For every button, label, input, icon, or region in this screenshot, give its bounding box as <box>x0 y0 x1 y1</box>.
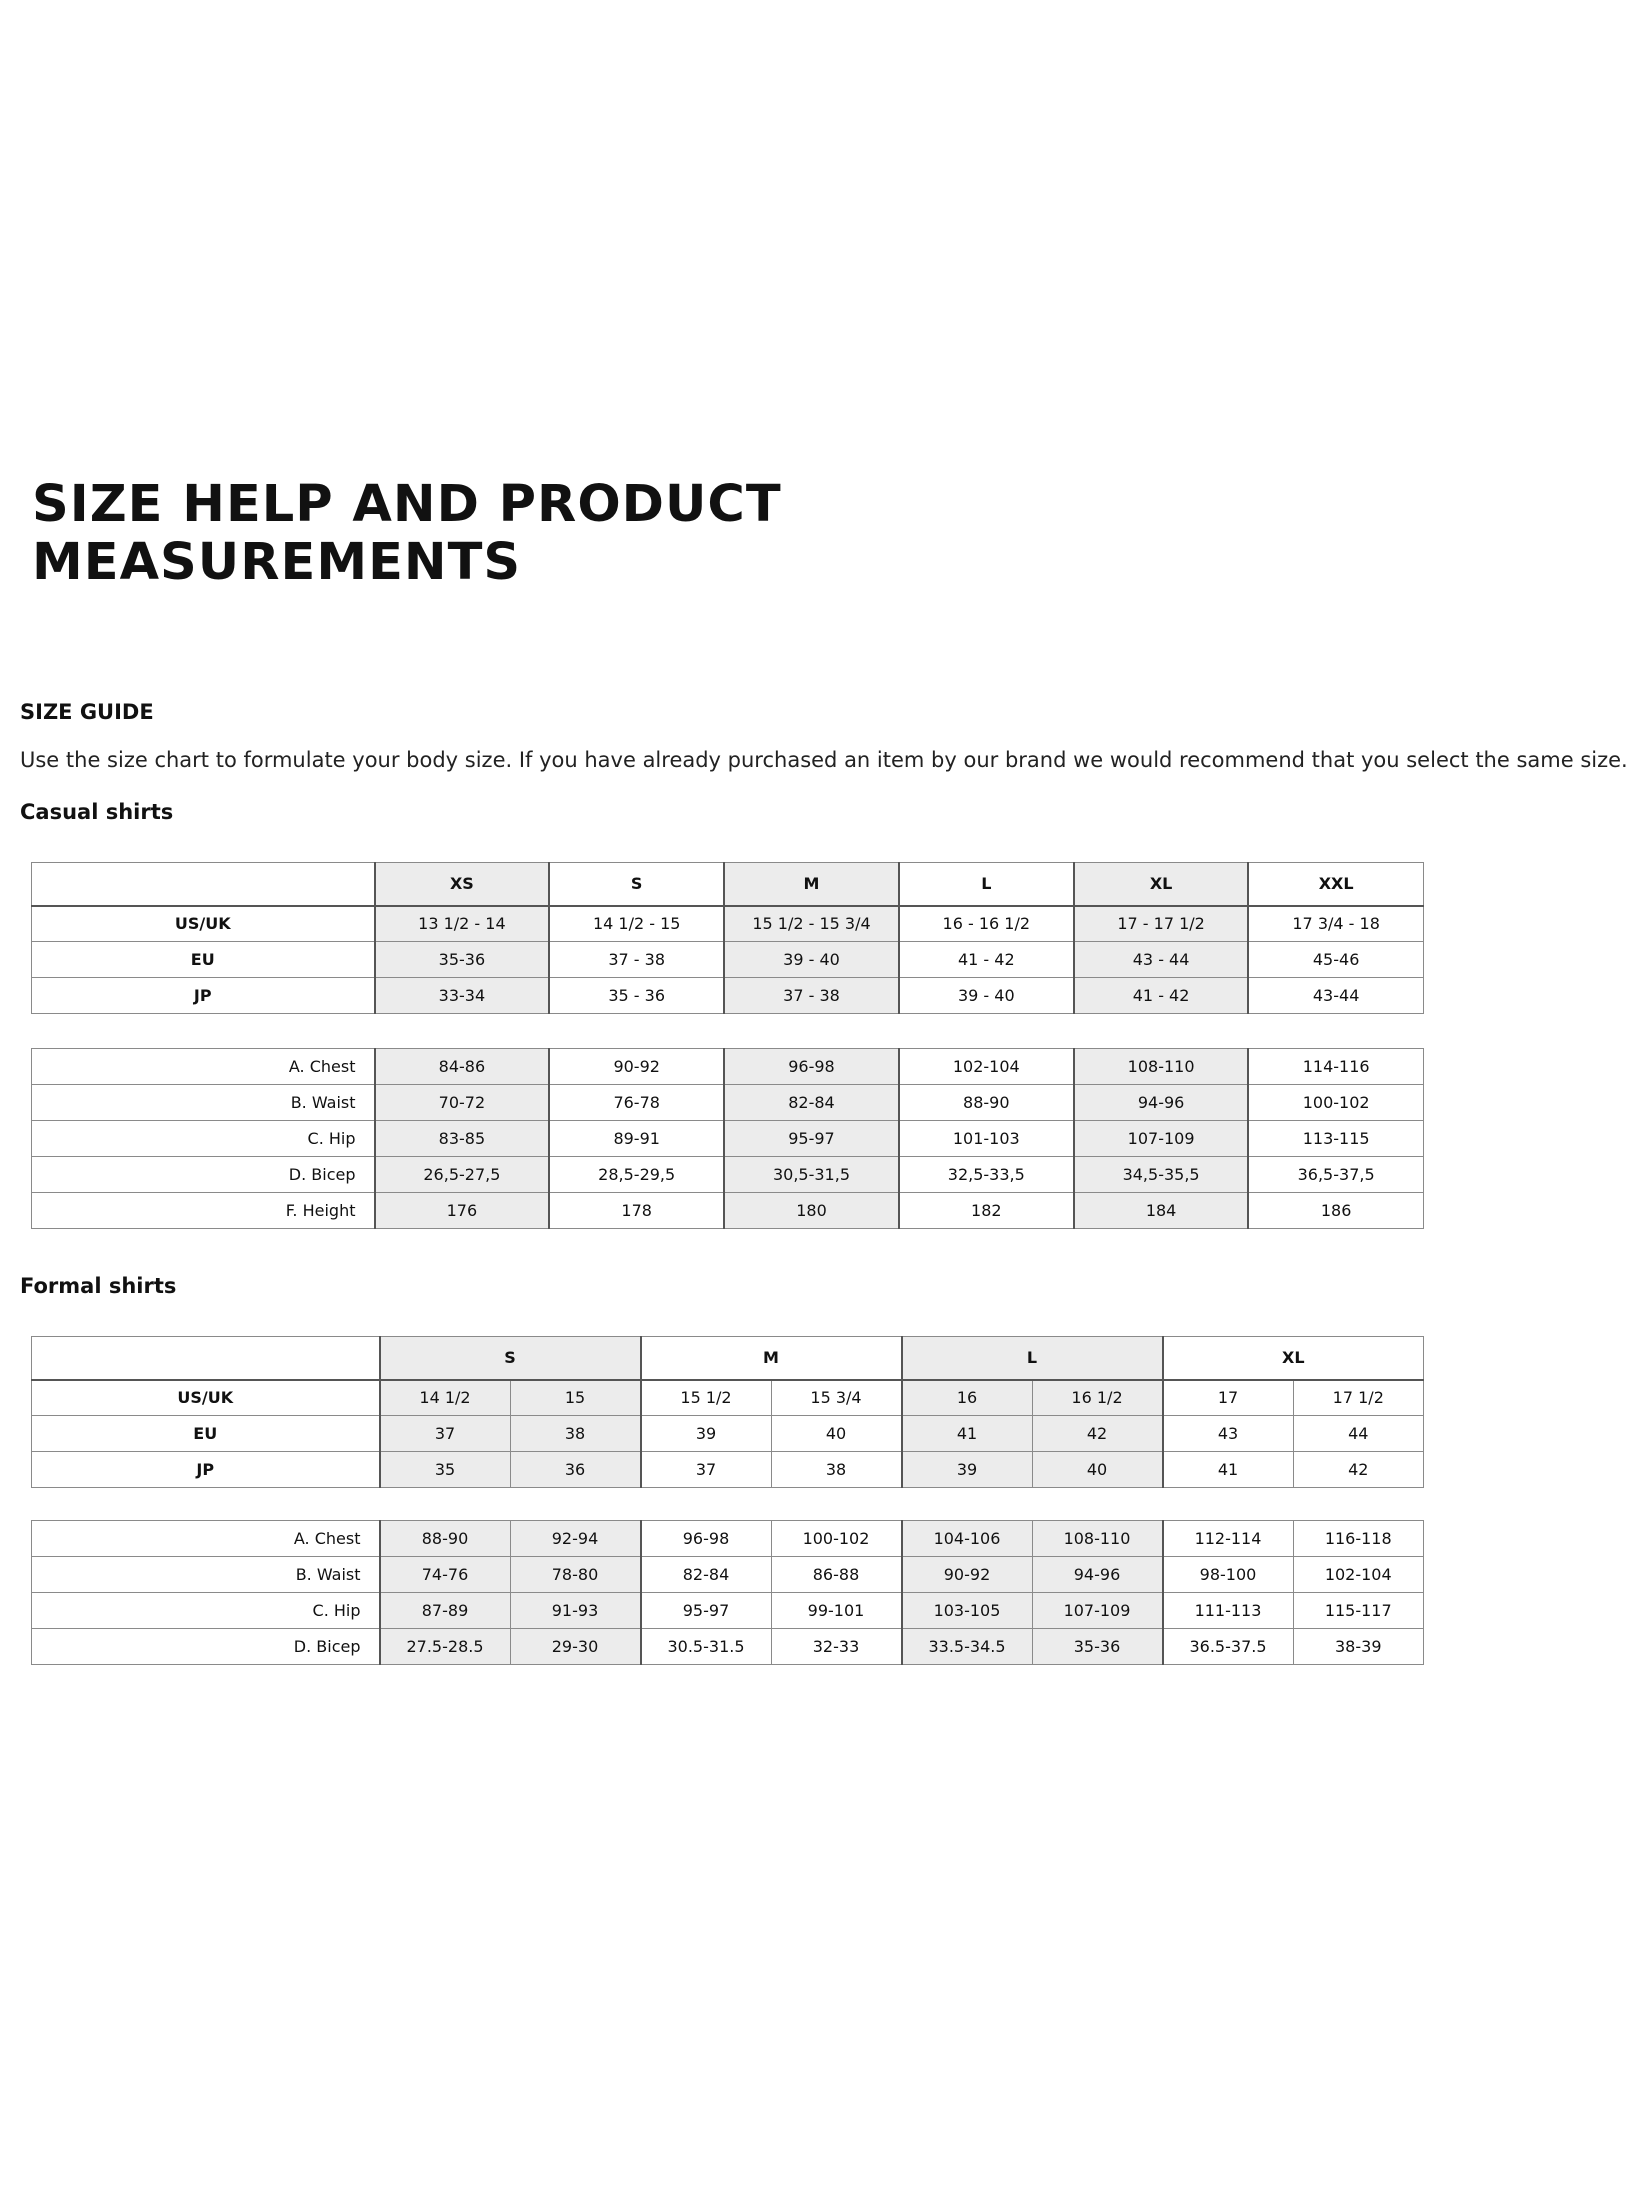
table-cell: 83-85 <box>375 1121 550 1157</box>
table-cell: 38-39 <box>1293 1629 1424 1665</box>
intro-text: Use the size chart to formulate your body size. If you have already purchased an item by our brand we would recommend that you select the same size. <box>20 748 1628 772</box>
row-label: A. Chest <box>32 1049 375 1085</box>
table-cell: 16 1/2 <box>1032 1380 1163 1416</box>
table-row <box>32 906 1424 942</box>
table-row <box>32 1629 1424 1665</box>
formal-measurement-table <box>31 1520 1424 1665</box>
table-cell: 40 <box>1032 1452 1163 1488</box>
table-cell: 28,5-29,5 <box>549 1157 724 1193</box>
table-cell: 15 1/2 - 15 3/4 <box>724 906 899 942</box>
table-row <box>32 1452 1424 1488</box>
page-title-line-2: MEASUREMENTS <box>32 533 522 592</box>
table-cell: 89-91 <box>549 1121 724 1157</box>
table-cell: 95-97 <box>724 1121 899 1157</box>
table-cell: 184 <box>1074 1193 1249 1229</box>
table-cell: 111-113 <box>1163 1593 1294 1629</box>
table-row <box>32 978 1424 1014</box>
row-label: A. Chest <box>32 1521 380 1557</box>
table-cell: 35 - 36 <box>549 978 724 1014</box>
row-label: US/UK <box>32 1380 380 1416</box>
table-cell: 13 1/2 - 14 <box>375 906 550 942</box>
table-cell: 37 <box>641 1452 772 1488</box>
table-cell: 29-30 <box>510 1629 641 1665</box>
table-cell: 41 <box>1163 1452 1294 1488</box>
table-cell: 82-84 <box>724 1085 899 1121</box>
row-label: D. Bicep <box>32 1157 375 1193</box>
table-cell: 35-36 <box>1032 1629 1163 1665</box>
table-cell: 37 - 38 <box>724 978 899 1014</box>
table-row <box>32 1521 1424 1557</box>
table-cell: 41 <box>902 1416 1033 1452</box>
table-cell: 90-92 <box>549 1049 724 1085</box>
table-cell: 114-116 <box>1248 1049 1423 1085</box>
size-header: XS <box>375 863 550 906</box>
table-cell: 39 <box>641 1416 772 1452</box>
table-cell: 116-118 <box>1293 1521 1424 1557</box>
table-row <box>32 1193 1424 1229</box>
table-row <box>32 1416 1424 1452</box>
table-cell: 101-103 <box>899 1121 1074 1157</box>
table-cell: 41 - 42 <box>1074 978 1249 1014</box>
table-row <box>32 1593 1424 1629</box>
table-cell: 41 - 42 <box>899 942 1074 978</box>
table-cell: 84-86 <box>375 1049 550 1085</box>
table-cell: 36,5-37,5 <box>1248 1157 1423 1193</box>
table-cell: 43-44 <box>1248 978 1423 1014</box>
table-row <box>32 1121 1424 1157</box>
table-cell: 37 - 38 <box>549 942 724 978</box>
page-title <box>32 476 782 592</box>
table-cell: 32-33 <box>771 1629 902 1665</box>
table-cell: 180 <box>724 1193 899 1229</box>
row-label: C. Hip <box>32 1121 375 1157</box>
table-cell: 40 <box>771 1416 902 1452</box>
size-header: M <box>641 1337 902 1380</box>
empty-cell <box>32 1337 380 1380</box>
table-cell: 38 <box>510 1416 641 1452</box>
table-cell: 44 <box>1293 1416 1424 1452</box>
table-cell: 76-78 <box>549 1085 724 1121</box>
table-cell: 96-98 <box>724 1049 899 1085</box>
table-cell: 16 - 16 1/2 <box>899 906 1074 942</box>
table-cell: 182 <box>899 1193 1074 1229</box>
table-cell: 36.5-37.5 <box>1163 1629 1294 1665</box>
table-cell: 45-46 <box>1248 942 1423 978</box>
table-cell: 104-106 <box>902 1521 1033 1557</box>
table-cell: 91-93 <box>510 1593 641 1629</box>
table-cell: 103-105 <box>902 1593 1033 1629</box>
table-cell: 43 - 44 <box>1074 942 1249 978</box>
row-label: EU <box>32 942 375 978</box>
table-row <box>32 1380 1424 1416</box>
size-header: L <box>899 863 1074 906</box>
table-cell: 74-76 <box>380 1557 511 1593</box>
table-cell: 38 <box>771 1452 902 1488</box>
table-cell: 42 <box>1293 1452 1424 1488</box>
table-cell: 88-90 <box>380 1521 511 1557</box>
table-cell: 35 <box>380 1452 511 1488</box>
size-header: XL <box>1074 863 1249 906</box>
table-cell: 15 3/4 <box>771 1380 902 1416</box>
table-cell: 15 1/2 <box>641 1380 772 1416</box>
table-cell: 35-36 <box>375 942 550 978</box>
row-label: B. Waist <box>32 1557 380 1593</box>
table-cell: 98-100 <box>1163 1557 1294 1593</box>
table-cell: 26,5-27,5 <box>375 1157 550 1193</box>
table-cell: 39 - 40 <box>724 942 899 978</box>
table-cell: 78-80 <box>510 1557 641 1593</box>
table-cell: 37 <box>380 1416 511 1452</box>
table-cell: 33.5-34.5 <box>902 1629 1033 1665</box>
table-cell: 16 <box>902 1380 1033 1416</box>
table-cell: 94-96 <box>1074 1085 1249 1121</box>
row-label: F. Height <box>32 1193 375 1229</box>
size-header: M <box>724 863 899 906</box>
table-cell: 17 3/4 - 18 <box>1248 906 1423 942</box>
row-label: B. Waist <box>32 1085 375 1121</box>
size-header: S <box>380 1337 641 1380</box>
table-cell: 14 1/2 - 15 <box>549 906 724 942</box>
row-label: C. Hip <box>32 1593 380 1629</box>
row-label: JP <box>32 978 375 1014</box>
table-row <box>32 1557 1424 1593</box>
table-cell: 17 - 17 1/2 <box>1074 906 1249 942</box>
page-title-line-1: SIZE HELP AND PRODUCT <box>32 475 782 534</box>
row-label: D. Bicep <box>32 1629 380 1665</box>
table-cell: 39 - 40 <box>899 978 1074 1014</box>
row-label: JP <box>32 1452 380 1488</box>
table-cell: 100-102 <box>1248 1085 1423 1121</box>
formal-heading: Formal shirts <box>20 1274 177 1298</box>
table-cell: 102-104 <box>899 1049 1074 1085</box>
section-label: SIZE GUIDE <box>20 700 154 724</box>
table-cell: 178 <box>549 1193 724 1229</box>
casual-heading: Casual shirts <box>20 800 174 824</box>
casual-conversion-table <box>31 862 1424 1014</box>
casual-size-header-row <box>32 863 1424 906</box>
table-cell: 108-110 <box>1074 1049 1249 1085</box>
table-cell: 86-88 <box>771 1557 902 1593</box>
row-label: EU <box>32 1416 380 1452</box>
empty-cell <box>32 863 375 906</box>
table-cell: 113-115 <box>1248 1121 1423 1157</box>
table-cell: 30.5-31.5 <box>641 1629 772 1665</box>
size-header: XXL <box>1248 863 1423 906</box>
table-cell: 112-114 <box>1163 1521 1294 1557</box>
table-cell: 99-101 <box>771 1593 902 1629</box>
table-cell: 94-96 <box>1032 1557 1163 1593</box>
table-row <box>32 1049 1424 1085</box>
table-cell: 90-92 <box>902 1557 1033 1593</box>
table-cell: 33-34 <box>375 978 550 1014</box>
table-cell: 30,5-31,5 <box>724 1157 899 1193</box>
table-cell: 17 <box>1163 1380 1294 1416</box>
table-cell: 107-109 <box>1032 1593 1163 1629</box>
table-cell: 32,5-33,5 <box>899 1157 1074 1193</box>
table-cell: 17 1/2 <box>1293 1380 1424 1416</box>
table-cell: 42 <box>1032 1416 1163 1452</box>
table-row <box>32 1157 1424 1193</box>
size-header: L <box>902 1337 1163 1380</box>
table-cell: 87-89 <box>380 1593 511 1629</box>
table-cell: 102-104 <box>1293 1557 1424 1593</box>
table-cell: 186 <box>1248 1193 1423 1229</box>
table-cell: 92-94 <box>510 1521 641 1557</box>
row-label: US/UK <box>32 906 375 942</box>
table-cell: 95-97 <box>641 1593 772 1629</box>
table-cell: 96-98 <box>641 1521 772 1557</box>
formal-conversion-table <box>31 1336 1424 1488</box>
size-header: XL <box>1163 1337 1424 1380</box>
table-cell: 14 1/2 <box>380 1380 511 1416</box>
table-cell: 82-84 <box>641 1557 772 1593</box>
table-cell: 176 <box>375 1193 550 1229</box>
table-cell: 108-110 <box>1032 1521 1163 1557</box>
table-cell: 43 <box>1163 1416 1294 1452</box>
size-header: S <box>549 863 724 906</box>
casual-measurement-table <box>31 1048 1424 1229</box>
table-cell: 70-72 <box>375 1085 550 1121</box>
table-cell: 27.5-28.5 <box>380 1629 511 1665</box>
table-cell: 15 <box>510 1380 641 1416</box>
table-cell: 36 <box>510 1452 641 1488</box>
table-row <box>32 942 1424 978</box>
table-cell: 115-117 <box>1293 1593 1424 1629</box>
table-cell: 100-102 <box>771 1521 902 1557</box>
table-cell: 88-90 <box>899 1085 1074 1121</box>
table-cell: 34,5-35,5 <box>1074 1157 1249 1193</box>
formal-size-header-row <box>32 1337 1424 1380</box>
table-cell: 107-109 <box>1074 1121 1249 1157</box>
table-cell: 39 <box>902 1452 1033 1488</box>
table-row <box>32 1085 1424 1121</box>
